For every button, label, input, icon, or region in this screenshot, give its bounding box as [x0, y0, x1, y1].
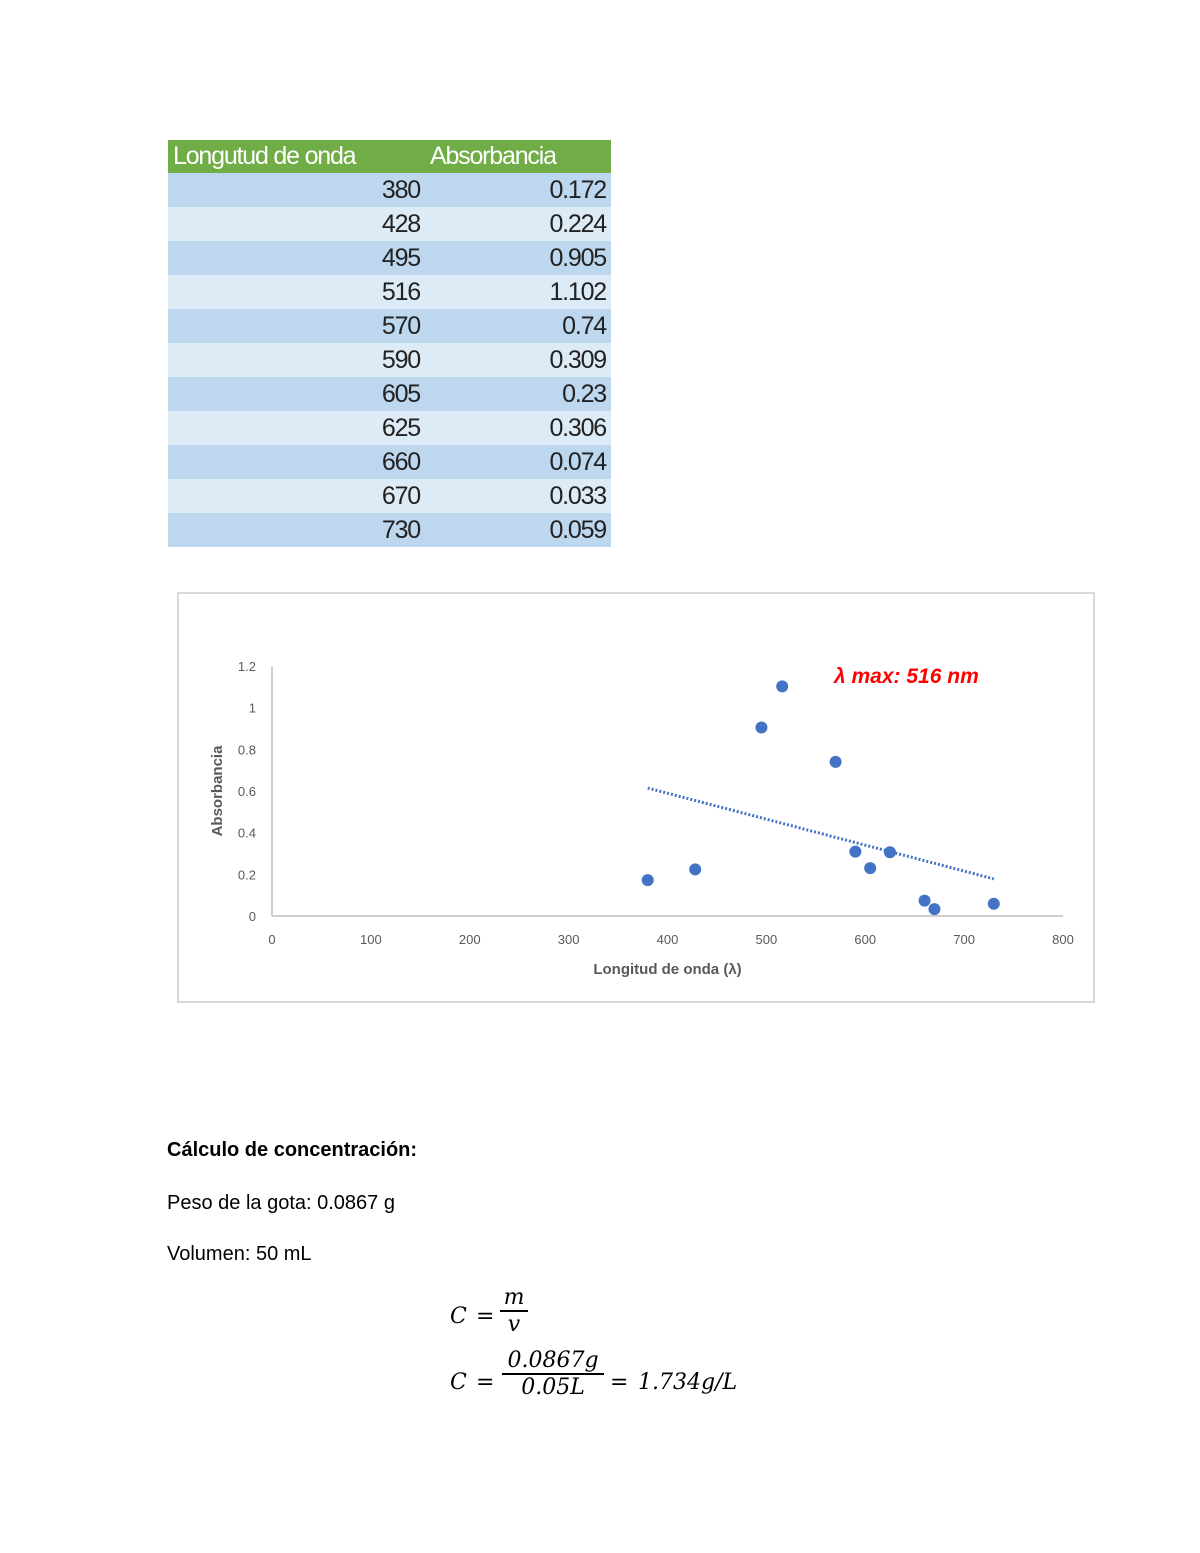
data-point	[849, 846, 861, 858]
cell-absorbance: 0.059	[425, 513, 611, 547]
cell-absorbance: 0.309	[425, 343, 611, 377]
cell-absorbance: 0.172	[425, 173, 611, 207]
table-row	[168, 309, 611, 343]
table-header-row	[168, 140, 611, 173]
table-row	[168, 513, 611, 547]
x-tick-label: 600	[854, 932, 877, 947]
cell-absorbance: 0.74	[425, 309, 611, 343]
table-row	[168, 173, 611, 207]
data-point	[642, 874, 654, 886]
header-wavelength: Longutud de onda	[168, 140, 425, 173]
cell-wavelength: 570	[168, 309, 425, 343]
table-row	[168, 241, 611, 275]
x-tick-label: 400	[656, 932, 679, 947]
table-row	[168, 207, 611, 241]
y-tick-label: 1	[248, 700, 256, 716]
cell-wavelength: 605	[168, 377, 425, 411]
table-row	[168, 343, 611, 377]
x-tick-label: 100	[360, 932, 382, 947]
cell-absorbance: 0.23	[425, 377, 611, 411]
y-axis-title: Absorbancia	[209, 745, 226, 837]
header-absorbance: Absorbancia	[425, 140, 611, 173]
equation-2	[450, 1350, 770, 1416]
data-point	[864, 862, 876, 874]
cell-wavelength: 380	[168, 173, 425, 207]
cell-wavelength: 516	[168, 275, 425, 309]
cell-wavelength: 660	[168, 445, 425, 479]
data-point	[919, 895, 931, 907]
eq1-lhs: C	[450, 1304, 467, 1329]
x-axis-title: Longitud de onda (λ)	[593, 961, 742, 978]
data-point	[988, 898, 1000, 910]
x-tick-label: 700	[953, 932, 975, 947]
cell-absorbance: 0.306	[425, 411, 611, 445]
cell-absorbance: 0.033	[425, 479, 611, 513]
data-point	[884, 846, 896, 858]
y-tick-label: 0	[248, 909, 256, 924]
chart-svg	[179, 594, 1093, 1001]
volumen-line: Volumen: 50 mL	[167, 1243, 312, 1265]
cell-absorbance: 1.102	[425, 275, 611, 309]
eq2-numerator: 0.0867g	[507, 1348, 599, 1373]
y-tick-label: 0.2	[237, 867, 256, 883]
y-tick-label: 0.8	[237, 742, 256, 758]
x-tick-label: 500	[755, 932, 778, 947]
eq2-lhs: C	[450, 1370, 467, 1395]
eq2-equals: =	[476, 1370, 495, 1395]
data-point	[928, 903, 940, 915]
x-tick-label: 800	[1052, 932, 1074, 947]
equation-1	[450, 1285, 550, 1349]
table-row	[168, 377, 611, 411]
x-tick-label: 200	[458, 932, 481, 947]
y-tick-label: 1.2	[237, 659, 256, 674]
table-row	[168, 411, 611, 445]
lambda-max-annotation: λ max: 516 nm	[834, 665, 979, 688]
eq1-numerator: m	[503, 1285, 525, 1310]
data-point	[830, 756, 842, 768]
table-row	[168, 445, 611, 479]
y-tick-label: 0.4	[237, 825, 256, 841]
x-tick-label: 300	[557, 932, 580, 947]
peso-line: Peso de la gota: 0.0867 g	[167, 1192, 395, 1214]
table-body	[168, 173, 611, 547]
cell-wavelength: 730	[168, 513, 425, 547]
data-table	[168, 140, 611, 547]
cell-wavelength: 670	[168, 479, 425, 513]
eq1-denominator: v	[507, 1312, 521, 1337]
eq2-result: 1.734g/L	[638, 1370, 738, 1395]
cell-absorbance: 0.905	[425, 241, 611, 275]
eq1-fraction	[500, 1285, 528, 1337]
table-row	[168, 479, 611, 513]
y-tick-label: 0.6	[237, 784, 256, 799]
cell-wavelength: 590	[168, 343, 425, 377]
data-point	[755, 721, 767, 733]
x-tick-label: 0	[268, 932, 276, 947]
data-point	[776, 680, 788, 692]
cell-absorbance: 0.224	[425, 207, 611, 241]
cell-wavelength: 495	[168, 241, 425, 275]
calc-heading: Cálculo de concentración:	[167, 1139, 418, 1161]
cell-absorbance: 0.074	[425, 445, 611, 479]
cell-wavelength: 625	[168, 411, 425, 445]
eq2-equals-2: =	[610, 1370, 629, 1395]
eq2-denominator: 0.05L	[521, 1375, 585, 1400]
eq2-fraction	[502, 1348, 604, 1400]
data-point	[689, 863, 701, 875]
chart	[177, 592, 1095, 1003]
cell-wavelength: 428	[168, 207, 425, 241]
eq1-equals: =	[476, 1304, 495, 1329]
trendline	[648, 788, 994, 879]
table-row	[168, 275, 611, 309]
